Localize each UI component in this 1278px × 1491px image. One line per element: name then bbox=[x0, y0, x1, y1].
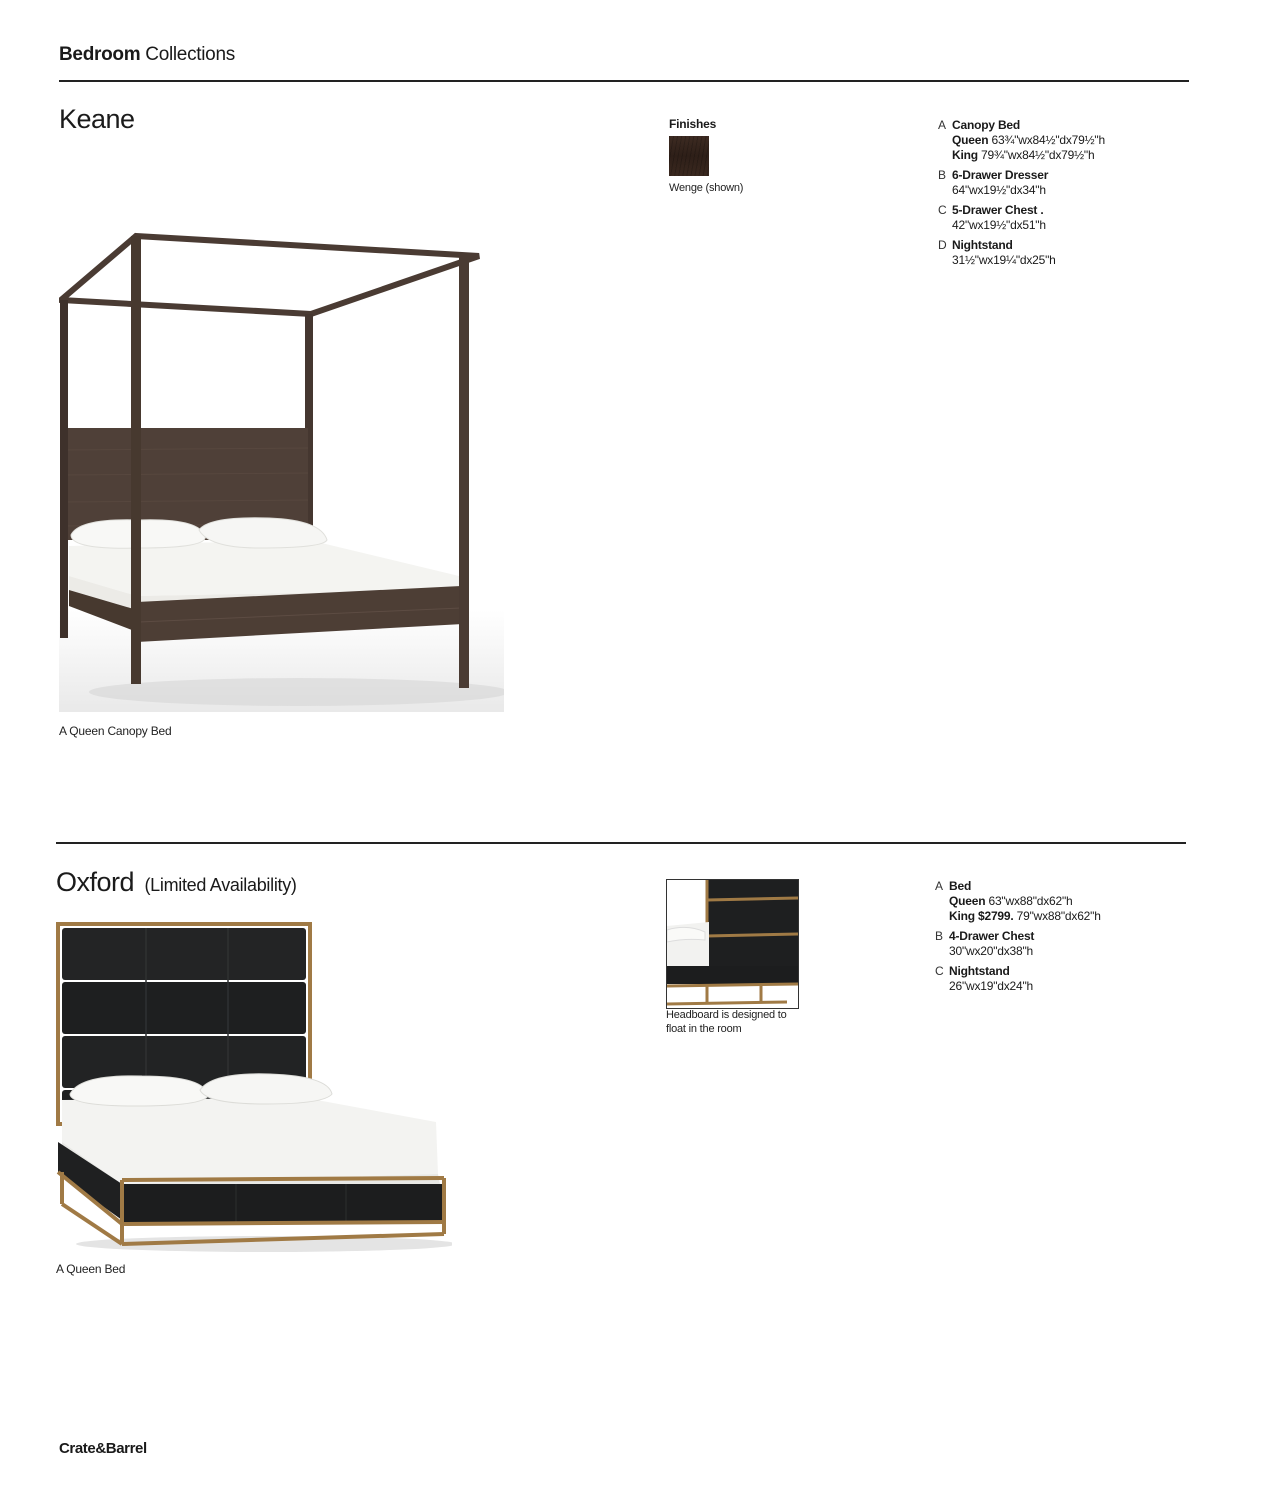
spec-size-label: King bbox=[952, 148, 978, 162]
oxford-spec-list bbox=[935, 879, 1175, 999]
spec-item bbox=[938, 168, 1178, 198]
spec-letter: D bbox=[938, 238, 947, 252]
spec-letter: B bbox=[935, 929, 943, 943]
canopy-bed-illustration bbox=[59, 230, 504, 712]
spec-item bbox=[938, 118, 1178, 163]
spec-letter: C bbox=[935, 964, 944, 978]
spec-dimensions: 63¾"wx84½"dx79½"h bbox=[988, 133, 1105, 147]
section-divider bbox=[56, 842, 1186, 844]
page-header bbox=[59, 44, 235, 66]
spec-dimensions: 30"wx20"dx38"h bbox=[949, 944, 1034, 958]
spec-dimensions: 63"wx88"dx62"h bbox=[985, 894, 1073, 908]
spec-letter: A bbox=[938, 118, 946, 132]
wenge-swatch[interactable] bbox=[669, 136, 709, 176]
spec-item bbox=[935, 879, 1175, 924]
spec-name: Nightstand bbox=[949, 964, 1010, 978]
spec-letter: C bbox=[938, 203, 947, 217]
spec-item bbox=[935, 964, 1175, 994]
spec-dimensions: 31½"wx19¼"dx25"h bbox=[952, 253, 1056, 267]
brand-logo: Crate&Barrel bbox=[59, 1440, 147, 1457]
spec-item bbox=[938, 203, 1178, 233]
keane-bed-image bbox=[59, 230, 504, 712]
spec-name: 5-Drawer Chest . bbox=[952, 203, 1044, 217]
headboard-detail-illustration bbox=[667, 880, 798, 1008]
header-rule bbox=[59, 80, 1189, 82]
header-light: Collections bbox=[145, 44, 235, 65]
spec-name: 4-Drawer Chest bbox=[949, 929, 1035, 943]
keane-spec-list bbox=[938, 118, 1178, 273]
spec-dimensions: 42"wx19½"dx51"h bbox=[952, 218, 1046, 232]
spec-dimensions: 79¾"wx84½"dx79½"h bbox=[977, 148, 1095, 162]
spec-name: Canopy Bed bbox=[952, 118, 1021, 132]
oxford-title: Oxford bbox=[56, 867, 135, 897]
spec-dimensions: 26"wx19"dx24"h bbox=[949, 979, 1034, 993]
oxford-image-caption: A Queen Bed bbox=[56, 1262, 126, 1276]
spec-name: Nightstand bbox=[952, 238, 1013, 252]
spec-letter: B bbox=[938, 168, 946, 182]
spec-size-label: King $2799. bbox=[949, 909, 1014, 923]
upholstered-bed-illustration bbox=[56, 922, 452, 1252]
oxford-detail-image bbox=[666, 879, 799, 1009]
spec-name: Bed bbox=[949, 879, 972, 893]
spec-item bbox=[935, 929, 1175, 959]
oxford-subtitle: (Limited Availability) bbox=[144, 875, 297, 895]
keane-finish-caption: Wenge (shown) bbox=[669, 182, 744, 194]
keane-title: Keane bbox=[59, 104, 135, 134]
oxford-detail-caption: Headboard is designed to float in the room bbox=[666, 1009, 787, 1035]
spec-item bbox=[938, 238, 1178, 268]
spec-letter: A bbox=[935, 879, 943, 893]
oxford-bed-image bbox=[56, 922, 452, 1252]
spec-dimensions: 64"wx19½"dx34"h bbox=[952, 183, 1046, 197]
keane-image-caption: A Queen Canopy Bed bbox=[59, 724, 172, 738]
spec-size-label: Queen bbox=[952, 133, 989, 147]
spec-size-label: Queen bbox=[949, 894, 986, 908]
spec-dimensions: 79"wx88"dx62"h bbox=[1013, 909, 1101, 923]
spec-name: 6-Drawer Dresser bbox=[952, 168, 1049, 182]
header-bold: Bedroom bbox=[59, 44, 141, 65]
oxford-title-block bbox=[56, 867, 297, 898]
keane-finishes-label: Finishes bbox=[669, 117, 717, 131]
